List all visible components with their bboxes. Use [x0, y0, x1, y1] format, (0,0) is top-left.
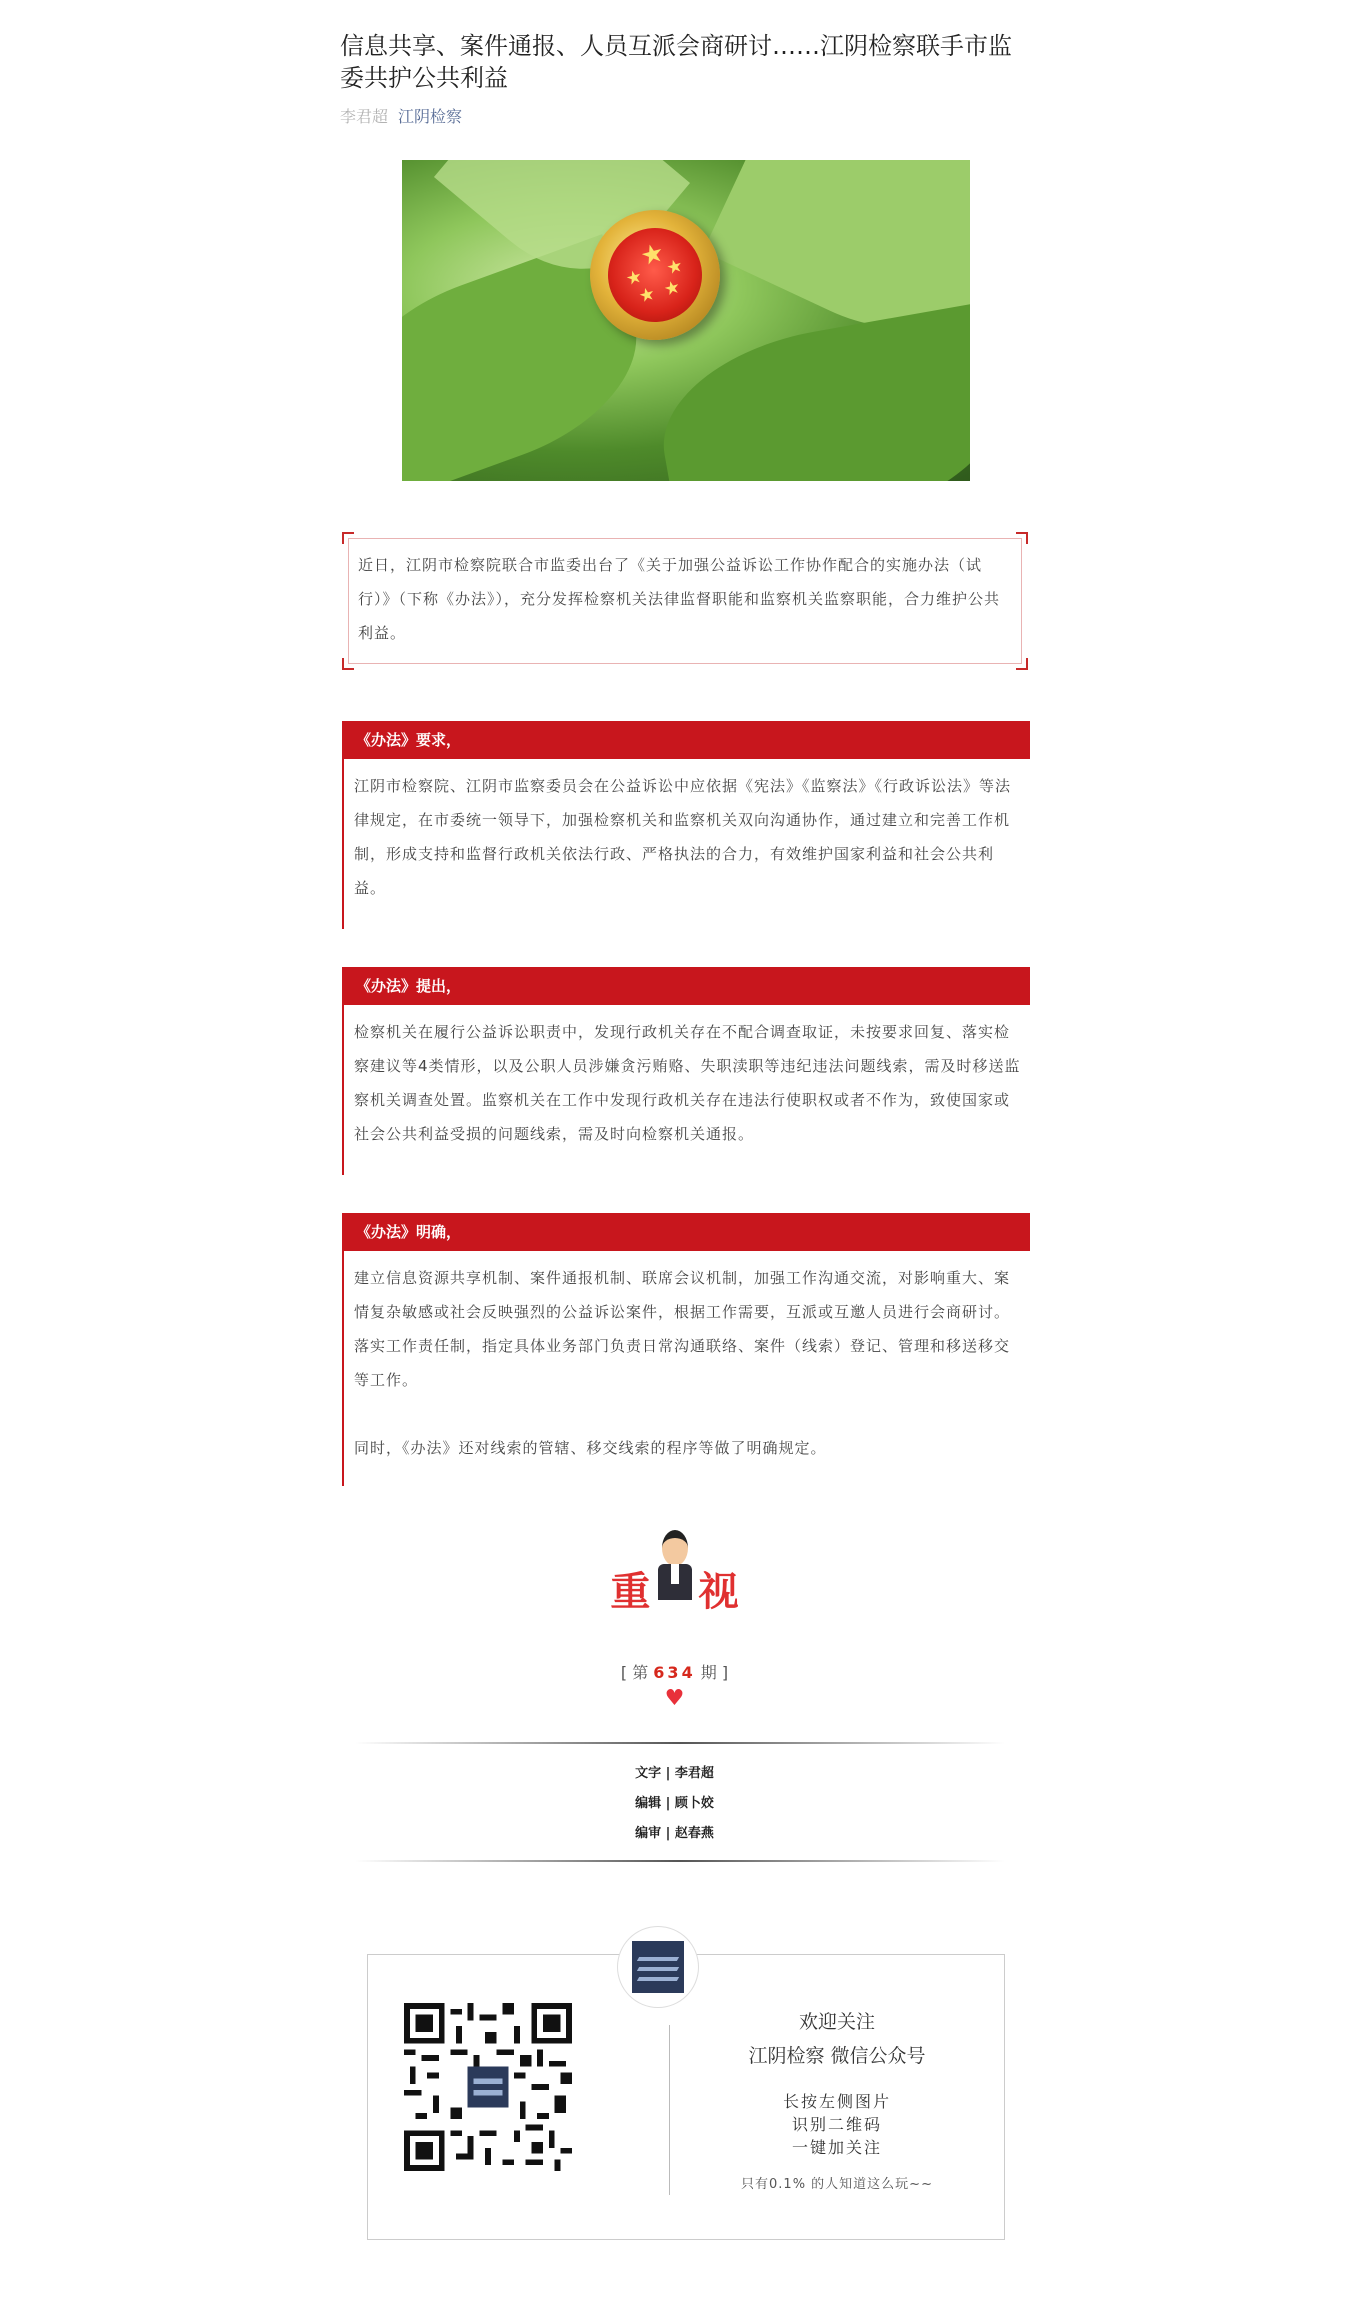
paragraph: 江阴市检察院、江阴市监察委员会在公益诉讼中应依据《宪法》《监察法》《行政诉讼法》等法律规定，在市委统一领导下，加强检察机关和监察机关双向沟通协作，通过建立和完善工作机制，形成支持和监督行政机关依法行政、严格执法的合力，有效维护国家利益和社会公共利益。 — [354, 777, 1012, 897]
section-body-proposes — [342, 1005, 1024, 1175]
divider-line — [355, 1742, 1005, 1744]
issue-number: [ 第 634 期 ] — [620, 1663, 729, 1682]
hero-image — [402, 160, 970, 481]
credit-line: 编辑 | 顾卜姣 — [635, 1796, 714, 1811]
paragraph: 检察机关在履行公益诉讼职责中，发现行政机关存在不配合调查取证，未按要求回复、落实检察建议等4类情形，以及公职人员涉嫌贪污贿赂、失职渎职等违纪违法问题线索，需及时移送监察机关调查处置。监察机关在工作中发现行政机关存在违法行使职权或者不作为，致使国家或社会公共利益受损的问题线索，需及时向检察机关通报。 — [354, 1023, 1021, 1143]
section-body-requirements — [342, 759, 1024, 929]
step-text: 识别二维码 — [791, 2115, 882, 2134]
author-name: 李君超 — [340, 107, 389, 126]
paragraph: 同时，《办法》还对线索的管辖、移交线索的程序等做了明确规定。 — [354, 1439, 827, 1457]
account-logo — [618, 1927, 698, 2007]
section-body-clarifies — [342, 1251, 1024, 1486]
divider-line — [355, 1860, 1005, 1862]
qr-code[interactable] — [404, 2003, 572, 2171]
section-heading-clarifies: 《办法》明确， — [342, 1213, 1030, 1251]
article-meta — [340, 104, 1030, 127]
step-text: 一键加关注 — [791, 2138, 882, 2157]
emblem-char: 视 — [698, 1568, 739, 1615]
welcome-text: 欢迎关注 — [798, 2011, 875, 2033]
cartoon-figure-icon — [656, 1530, 694, 1600]
follow-card — [367, 1954, 1005, 2240]
heart-icon: ♥ — [664, 1686, 685, 1711]
credit-line: 文字 | 李君超 — [635, 1766, 714, 1781]
intro-box — [342, 532, 1028, 670]
credit-line: 编审 | 赵春燕 — [635, 1826, 714, 1841]
paragraph: 建立信息资源共享机制、案件通报机制、联席会议机制，加强工作沟通交流，对影响重大、案情复杂敏感或社会反映强烈的公益诉讼案件，根据工作需要，互派或互邀人员进行会商研讨。落实工作责任制，指定具体业务部门负责日常沟通联络、案件（线索）登记、管理和移送移交等工作。 — [354, 1269, 1011, 1389]
emphasis-emblem — [0, 1530, 1349, 1615]
tagline: 只有0.1% 的人知道这么玩~~ — [741, 2177, 933, 2192]
emblem-char: 重 — [610, 1568, 651, 1615]
intro-text: 近日，江阴市检察院联合市监委出台了《关于加强公益诉讼工作协作配合的实施办法（试行）》（下称《办法》），充分发挥检察机关法律监督职能和监察机关监察职能，合力维护公共利益。 — [358, 556, 1001, 642]
article-title: 信息共享、案件通报、人员互派会商研讨……江阴检察联手市监委共护公共利益 — [340, 32, 1012, 92]
procuratorate-emblem: ★ ★ ★ ★ ★ — [575, 195, 734, 354]
section-heading-proposes: 《办法》提出， — [342, 967, 1030, 1005]
section-heading-requirements: 《办法》要求， — [342, 721, 1030, 759]
step-text: 长按左侧图片 — [782, 2092, 891, 2111]
account-line: 江阴检察 微信公众号 — [748, 2045, 926, 2067]
account-link[interactable]: 江阴检察 — [398, 107, 463, 126]
